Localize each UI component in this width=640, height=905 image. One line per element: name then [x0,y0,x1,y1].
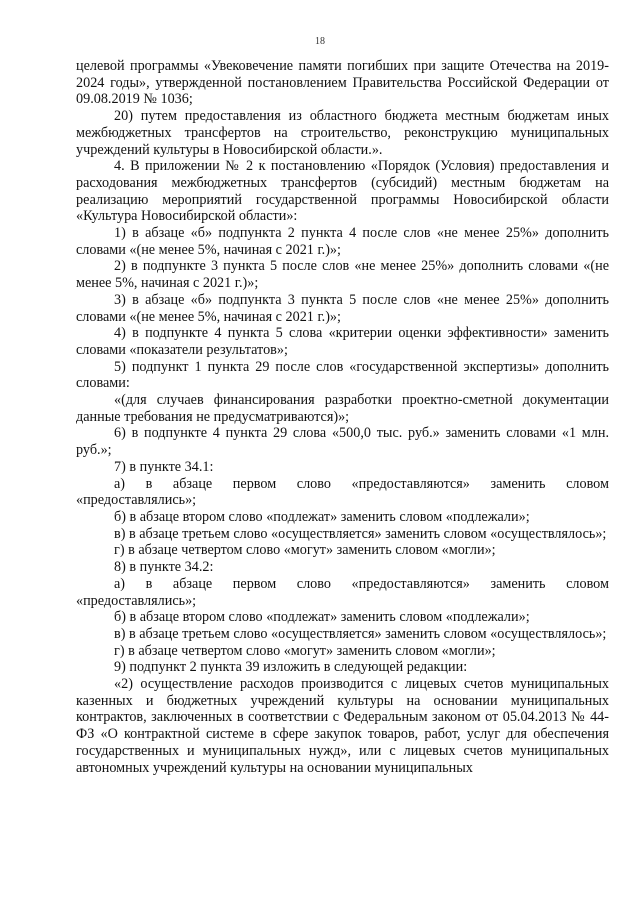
paragraph: «(для случаев финансирования разработки проектно-сметной документации данные требования не предусматриваются)»; [76,392,609,425]
paragraph: 9) подпункт 2 пункта 39 изложить в следующей редакции: [114,659,468,676]
paragraph: 3) в абзаце «б» подпункта 3 пункта 5 после слов «не менее 25%» дополнить словами «(не менее 5%, начиная с 2021 г.)»; [76,291,609,325]
document-body [76,58,609,776]
paragraph: г) в абзаце четвертом слово «могут» заменить словом «могли»; [114,642,496,659]
paragraph: а) в абзаце первом слово «предоставляются» заменить словом «предоставлялись»; [76,575,609,609]
paragraph: «2) осуществление расходов производится с лицевых счетов муниципальных казенных и бюджетных учреждений культуры на основании муниципальных контрактов, заключенных в соответствии с Федеральным законом от 05.04.2013 № 44-ФЗ «О контрактной системе в сфере закупок товаров, работ, услуг для обеспечения государственных и муниципальных нужд», или с лицевых счетов муниципальных автономных учреждений культуры на основании муниципальных [76,676,609,776]
paragraph: б) в абзаце втором слово «подлежат» заменить словом «подлежали»; [114,609,530,626]
paragraph: в) в абзаце третьем слово «осуществляется» заменить словом «осуществлялось»; [114,625,607,642]
page-number: 18 [315,36,325,47]
paragraph: 1) в абзаце «б» подпункта 2 пункта 4 после слов «не менее 25%» дополнить словами «(не менее 5%, начиная с 2021 г.)»; [76,225,609,258]
paragraph: 2) в подпункте 3 пункта 5 после слов «не менее 25%» дополнить словами «(не менее 5%, начиная с 2021 г.)»; [76,258,609,292]
paragraph: 4) в подпункте 4 пункта 5 слова «критерии оценки эффективности» заменить словами «показатели результатов»; [76,325,609,358]
paragraph: 8) в пункте 34.2: [114,559,214,576]
paragraph: а) в абзаце первом слово «предоставляются» заменить словом «предоставлялись»; [76,475,609,509]
paragraph: г) в абзаце четвертом слово «могут» заменить словом «могли»; [114,542,496,559]
paragraph: 6) в подпункте 4 пункта 29 слова «500,0 тыс. руб.» заменить словами «1 млн. руб.»; [76,425,609,459]
paragraph: 5) подпункт 1 пункта 29 после слов «государственной экспертизы» дополнить словами: [76,358,609,392]
paragraph: 20) путем предоставления из областного бюджета местным бюджетам иных межбюджетных трансфертов на строительство, реконструкцию муниципальных учреждений культуры в Новосибирской области.». [76,108,609,158]
paragraph: целевой программы «Увековечение памяти погибших при защите Отечества на 2019-2024 годы», утвержденной постановлением Правительства Российской Федерации от 09.08.2019 № 1036; [76,58,609,108]
paragraph: 4. В приложении № 2 к постановлению «Порядок (Условия) предоставления и расходования межбюджетных трансфертов (субсидий) местным бюджетам на реализацию мероприятий государственной программы Новосибирской области «Культура Новосибирской области»: [76,158,609,225]
paragraph: в) в абзаце третьем слово «осуществляется» заменить словом «осуществлялось»; [114,525,607,542]
paragraph: б) в абзаце втором слово «подлежат» заменить словом «подлежали»; [114,508,530,525]
paragraph: 7) в пункте 34.1: [114,458,214,475]
